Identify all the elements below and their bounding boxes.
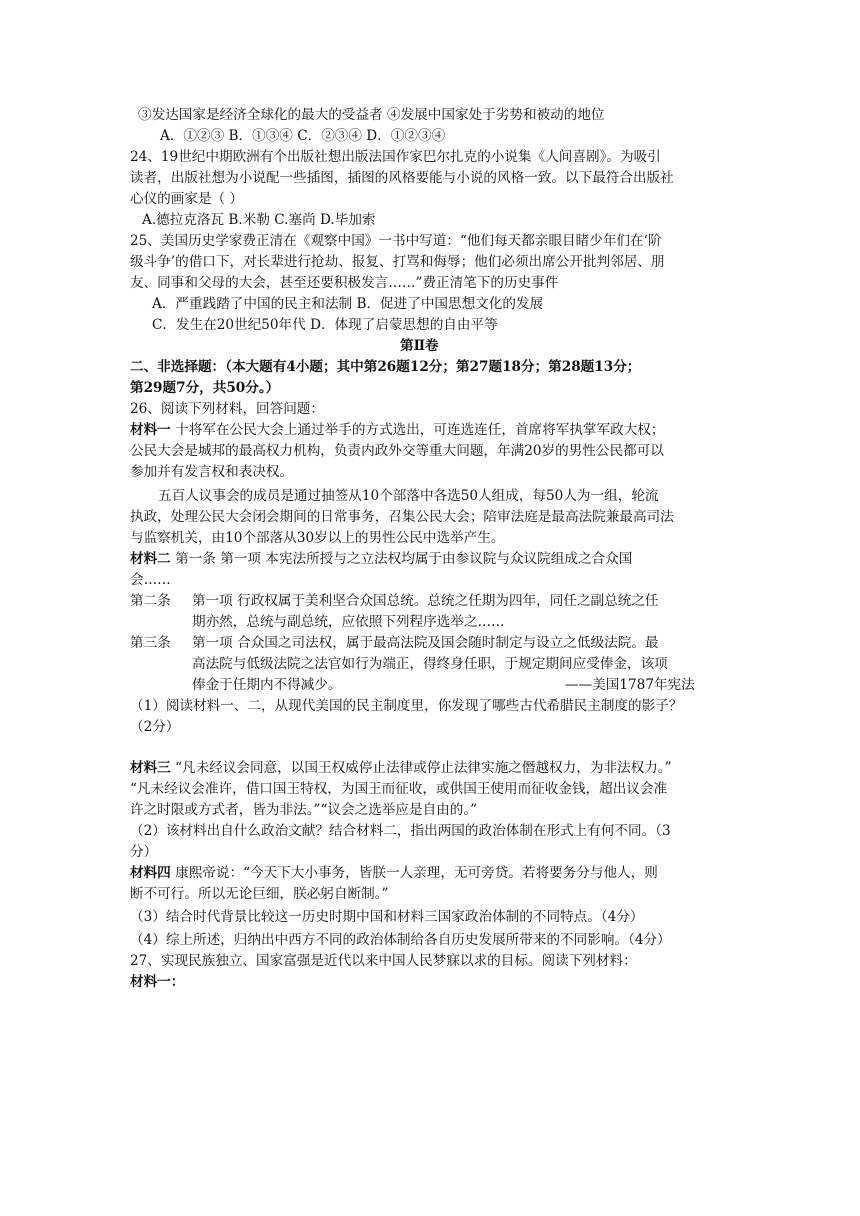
q26-material-2-text-1: 第一条 第一项 本宪法所授与之立法权均属于由参议院与众议院组成之合众国 — [170, 551, 633, 567]
q26-material-1-line-2: 公民大会是城邦的最高权力机构，负责内政外交等重大问题，年满20岁的男性公民都可以 — [130, 443, 664, 459]
section-title: 第Ⅱ卷 — [400, 338, 439, 354]
q26-material-3-line-3: 许之时限或方式者，皆为非法。”“议会之选举应是自由的。” — [130, 802, 478, 818]
q26-material-3-line-1 — [130, 758, 672, 778]
section-heading-line-2: 第29题7分，共50分。） — [130, 380, 280, 396]
q26-article-3-line-3: 俸金于任期内不得减少。 — [192, 677, 342, 693]
q26-sub-question-1-line-2: （2分） — [130, 719, 180, 735]
q25-option-row-2: C．发生在20世纪50年代 D．体现了启蒙思想的自由平等 — [152, 317, 498, 333]
q26-article-2-line-2: 期亦然，总统与副总统，应依照下列程序选举之…… — [192, 614, 505, 630]
q26-article-3-source: ——美国1787年宪法 — [565, 677, 695, 693]
q24-stem-line-1: 24、19世纪中期欧洲有个出版社想出版法国作家巴尔扎克的小说集《人间喜剧》。为吸引 — [130, 149, 661, 165]
q23-options: A．①②③ B．①③④ C．②③④ D．①②③④ — [160, 128, 446, 144]
q26-sub-question-2-line-2: 分） — [130, 844, 158, 860]
q26-intro: 26、阅读下列材料，回答问题： — [130, 401, 325, 417]
q26-material-4-label: 材料四 — [130, 865, 171, 881]
q26-material-1-label: 材料一 — [130, 422, 171, 438]
q24-stem-line-3: 心仪的画家是（ ） — [130, 191, 244, 207]
q26-sub-question-2-line-1: （2）该材料出自什么政治文献？结合材料二，指出两国的政治体制在形式上有何不同。（3 — [130, 823, 671, 839]
q24-stem-line-2: 读者，出版社想为小说配一些插图，插图的风格要能与小说的风格一致。以下最符合出版社 — [130, 170, 674, 186]
q26-material-1-line-3: 参加并有发言权和表决权。 — [130, 464, 294, 480]
q26-material-3-line-2: “凡未经议会准许，借口国王特权，为国王而征收，或供国王使用而征收金钱，超出议会准 — [130, 781, 668, 797]
q23-statements-line: ③发达国家是经济全球化的最大的受益者 ④发展中国家处于劣势和被动的地位 — [138, 107, 605, 123]
q26-material-3-text-1: “凡未经议会同意，以国王权威停止法律或停止法律实施之僭越权力，为非法权力。” — [170, 760, 672, 776]
q26-material-4-text-1: 康熙帝说：“今天下大小事务，皆朕一人亲理，无可旁贷。若将要务分与他人，则 — [170, 865, 658, 881]
q26-material-1-line-1 — [130, 420, 664, 440]
q24-options: A.德拉克洛瓦 B.米勒 C.塞尚 D.毕加索 — [142, 212, 376, 228]
q25-stem-line-1: 25、美国历史学家费正清在《观察中国》一书中写道：“他们每天都亲眼目睹少年们在‘阶 — [130, 233, 662, 249]
q25-option-row-1: A．严重践踏了中国的民主和法制 B．促进了中国思想文化的发展 — [152, 296, 544, 312]
q26-material-1-line-5: 执政，处理公民大会闭会期间的日常事务，召集公民大会；陪审法庭是最高法院兼最高司法 — [130, 509, 674, 525]
q27-intro: 27、实现民族独立、国家富强是近代以来中国人民梦寐以求的目标。阅读下列材料： — [130, 953, 637, 969]
q26-material-4-line-1 — [130, 863, 658, 883]
q26-sub-question-1-line-1: （1）阅读材料一、二，从现代美国的民主制度里，你发现了哪些古代希腊民主制度的影子？ — [130, 698, 683, 714]
q26-material-4-line-2: 断不可行。所以无论巨细，朕必躬自断制。” — [130, 886, 389, 902]
q26-article-2-label: 第二条 — [130, 593, 171, 609]
q26-sub-question-4: （4）综上所述，归纳出中西方不同的政治体制给各自历史发展所带来的不同影响。（4分） — [130, 932, 671, 948]
q26-article-3-line-1: 第一项 合众国之司法权，属于最高法院及国会随时制定与设立之低级法院。最 — [192, 635, 659, 651]
q25-stem-line-3: 友、同事和父母的大会，甚至还要积极发言……”费正清笔下的历史事件 — [130, 275, 559, 291]
section-heading-line-1: 二、非选择题：（本大题有4小题；其中第26题12分；第27题18分；第28题13分； — [130, 359, 641, 375]
q26-article-3-line-2: 高法院与低级法院之法官如行为端正，得终身任职，于规定期间应受俸金，该项 — [192, 656, 668, 672]
q26-sub-question-3: （3）结合时代背景比较这一历史时期中国和材料三国家政治体制的不同特点。（4分） — [130, 909, 644, 925]
q26-article-3-label: 第三条 — [130, 635, 171, 651]
q26-article-2-line-1: 第一项 行政权属于美利坚合众国总统。总统之任期为四年，同任之副总统之任 — [192, 593, 659, 609]
q26-material-1-line-4: 五百人议事会的成员是通过抽签从10个部落中各选50人组成，每50人为一组，轮流 — [158, 488, 659, 504]
q26-material-3-label: 材料三 — [130, 760, 171, 776]
q25-stem-line-2: 级斗争’的借口下，对长辈进行抢劫、报复、打骂和侮辱；他们必须出席公开批判邻居、朋 — [130, 254, 665, 270]
q26-material-2-label: 材料二 — [130, 551, 171, 567]
q26-material-2-line-2: 会…… — [130, 572, 171, 588]
q26-material-1-line-6: 与监察机关，由10个部落从30岁以上的男性公民中选举产生。 — [130, 530, 505, 546]
q26-material-1-text-1: 十将军在公民大会上通过举手的方式选出，可连选连任，首席将军执掌军政大权； — [170, 422, 665, 438]
q26-material-2-line-1 — [130, 549, 632, 569]
q27-material-1-label: 材料一： — [130, 974, 185, 990]
